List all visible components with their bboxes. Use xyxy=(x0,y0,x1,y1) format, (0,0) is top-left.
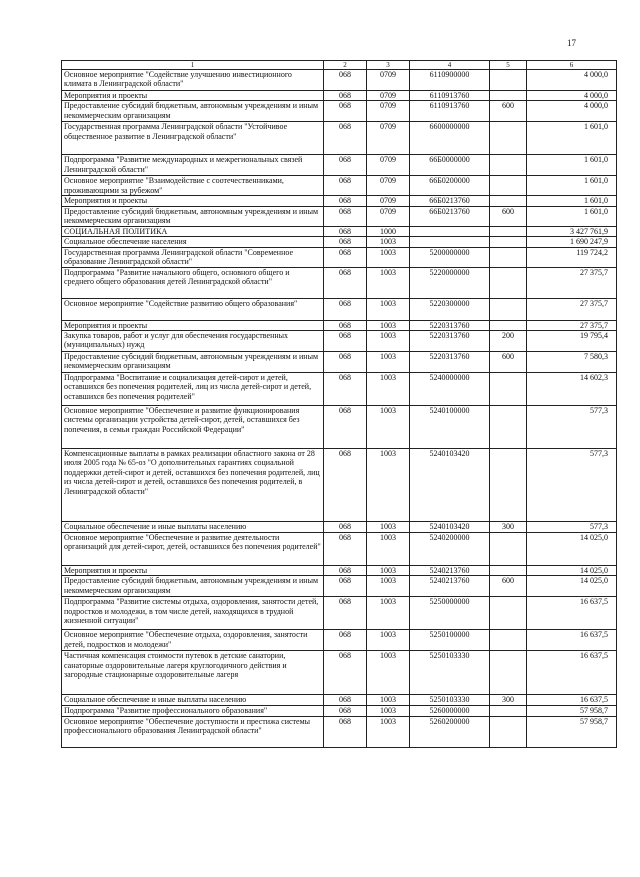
table-row xyxy=(62,206,617,226)
row-section: 0709 xyxy=(367,91,410,101)
row-section: 1003 xyxy=(367,331,410,352)
row-amount: 16 637,5 xyxy=(527,597,617,630)
row-target-code: 5260000000 xyxy=(410,706,490,716)
row-section: 0709 xyxy=(367,70,410,91)
row-target-code: 66Б0213760 xyxy=(410,206,490,226)
row-expense-type xyxy=(490,630,527,651)
row-code: 068 xyxy=(324,176,367,196)
row-expense-type: 300 xyxy=(490,522,527,533)
row-expense-type xyxy=(490,651,527,695)
row-expense-type xyxy=(490,155,527,176)
row-section: 1003 xyxy=(367,406,410,449)
table-row xyxy=(62,706,617,716)
row-code: 068 xyxy=(324,630,367,651)
row-amount: 27 375,7 xyxy=(527,267,617,298)
row-code: 068 xyxy=(324,155,367,176)
row-amount: 27 375,7 xyxy=(527,320,617,330)
row-amount: 1 601,0 xyxy=(527,206,617,226)
row-code: 068 xyxy=(324,122,367,155)
row-target-code: 5250103330 xyxy=(410,651,490,695)
row-amount: 1 601,0 xyxy=(527,122,617,155)
row-section: 1003 xyxy=(367,373,410,406)
table-row xyxy=(62,298,617,320)
row-name: Частичная компенсация стоимости путевок в детские санатории, санаторные оздоровительные лагеря круглогодичного действия и загородные стационарные оздоровительные лагеря xyxy=(62,651,324,695)
row-target-code: 66Б0213760 xyxy=(410,196,490,206)
row-section: 1003 xyxy=(367,352,410,373)
row-name: Социальное обеспечение и иные выплаты населению xyxy=(62,522,324,533)
row-amount: 7 580,3 xyxy=(527,352,617,373)
row-name: Мероприятия и проекты xyxy=(62,566,324,576)
table-row xyxy=(62,247,617,267)
row-target-code: 5240103420 xyxy=(410,522,490,533)
row-expense-type xyxy=(490,91,527,101)
row-amount: 577,3 xyxy=(527,522,617,533)
table-row xyxy=(62,449,617,522)
table-row xyxy=(62,630,617,651)
row-name: Подпрограмма "Развитие начального общего, основного общего и среднего общего образования детей Ленинградской области" xyxy=(62,267,324,298)
row-name: Подпрограмма "Развитие профессионального образования" xyxy=(62,706,324,716)
row-section: 1003 xyxy=(367,716,410,747)
row-section: 1003 xyxy=(367,576,410,597)
row-section: 1003 xyxy=(367,630,410,651)
row-name: Предоставление субсидий бюджетным, автономным учреждениям и иным некоммерческим организациям xyxy=(62,206,324,226)
table-row xyxy=(62,406,617,449)
table-row xyxy=(62,352,617,373)
table-row xyxy=(62,176,617,196)
row-expense-type xyxy=(490,247,527,267)
row-code: 068 xyxy=(324,352,367,373)
row-expense-type: 200 xyxy=(490,331,527,352)
row-name: Основное мероприятие "Обеспечение и развитие функционирования системы организации устройства детей-сирот, детей, оставшихся без попечения, в семьи граждан Российской Федерации" xyxy=(62,406,324,449)
row-expense-type: 600 xyxy=(490,101,527,122)
table-row xyxy=(62,695,617,706)
row-section: 1003 xyxy=(367,320,410,330)
row-expense-type: 300 xyxy=(490,695,527,706)
table-row xyxy=(62,267,617,298)
table-body xyxy=(62,61,617,748)
row-code: 068 xyxy=(324,298,367,320)
row-amount: 14 602,3 xyxy=(527,373,617,406)
row-amount: 16 637,5 xyxy=(527,695,617,706)
table-row xyxy=(62,70,617,91)
table-row xyxy=(62,155,617,176)
row-name: Государственная программа Ленинградской области "Устойчивое общественное развитие в Ленинградской области" xyxy=(62,122,324,155)
row-expense-type xyxy=(490,122,527,155)
row-code: 068 xyxy=(324,196,367,206)
row-section: 0709 xyxy=(367,122,410,155)
row-section: 1003 xyxy=(367,298,410,320)
row-amount: 19 795,4 xyxy=(527,331,617,352)
row-section: 0709 xyxy=(367,176,410,196)
row-expense-type xyxy=(490,226,527,236)
row-section: 1000 xyxy=(367,226,410,236)
row-target-code xyxy=(410,237,490,247)
row-code: 068 xyxy=(324,695,367,706)
row-amount: 27 375,7 xyxy=(527,298,617,320)
row-name: Подпрограмма "Развитие системы отдыха, оздоровления, занятости детей, подростков и молодежи, в том числе детей, находящихся в трудной жизненной ситуации" xyxy=(62,597,324,630)
row-target-code: 5240103420 xyxy=(410,449,490,522)
row-code: 068 xyxy=(324,651,367,695)
table-row xyxy=(62,576,617,597)
column-header: 6 xyxy=(527,61,617,70)
budget-table xyxy=(61,60,617,748)
row-amount: 577,3 xyxy=(527,406,617,449)
row-expense-type xyxy=(490,267,527,298)
row-section: 0709 xyxy=(367,155,410,176)
table-row xyxy=(62,533,617,566)
row-code: 068 xyxy=(324,576,367,597)
table-row xyxy=(62,320,617,330)
row-expense-type xyxy=(490,406,527,449)
row-code: 068 xyxy=(324,70,367,91)
row-target-code: 6110913760 xyxy=(410,101,490,122)
row-name: Подпрограмма "Развитие международных и межрегиональных связей Ленинградской области" xyxy=(62,155,324,176)
row-name: Закупка товаров, работ и услуг для обеспечения государственных (муниципальных) нужд xyxy=(62,331,324,352)
row-target-code: 66Б0000000 xyxy=(410,155,490,176)
row-name: Государственная программа Ленинградской области "Современное образование Ленинградской области" xyxy=(62,247,324,267)
row-expense-type xyxy=(490,320,527,330)
row-name: Основное мероприятие "Содействие улучшению инвестиционного климата в Ленинградской области" xyxy=(62,70,324,91)
row-amount: 14 025,0 xyxy=(527,533,617,566)
row-name: Мероприятия и проекты xyxy=(62,196,324,206)
row-name: Предоставление субсидий бюджетным, автономным учреждениям и иным некоммерческим организациям xyxy=(62,576,324,597)
row-section: 1003 xyxy=(367,533,410,566)
table-row xyxy=(62,331,617,352)
row-section: 1003 xyxy=(367,651,410,695)
column-header: 2 xyxy=(324,61,367,70)
row-expense-type xyxy=(490,70,527,91)
row-target-code: 6600000000 xyxy=(410,122,490,155)
row-target-code: 6110900000 xyxy=(410,70,490,91)
column-number-row xyxy=(62,61,617,70)
row-expense-type xyxy=(490,716,527,747)
row-target-code: 6110913760 xyxy=(410,91,490,101)
row-expense-type xyxy=(490,298,527,320)
row-target-code: 5200000000 xyxy=(410,247,490,267)
row-target-code xyxy=(410,226,490,236)
row-section: 1003 xyxy=(367,695,410,706)
row-code: 068 xyxy=(324,237,367,247)
row-code: 068 xyxy=(324,226,367,236)
row-amount: 3 427 761,9 xyxy=(527,226,617,236)
row-amount: 16 637,5 xyxy=(527,651,617,695)
row-amount: 4 000,0 xyxy=(527,101,617,122)
row-amount: 4 000,0 xyxy=(527,91,617,101)
row-name: СОЦИАЛЬНАЯ ПОЛИТИКА xyxy=(62,226,324,236)
row-name: Мероприятия и проекты xyxy=(62,320,324,330)
row-target-code: 5250103330 xyxy=(410,695,490,706)
row-amount: 4 000,0 xyxy=(527,70,617,91)
row-expense-type xyxy=(490,373,527,406)
row-expense-type: 600 xyxy=(490,352,527,373)
table-row xyxy=(62,91,617,101)
row-code: 068 xyxy=(324,716,367,747)
row-code: 068 xyxy=(324,449,367,522)
table-row xyxy=(62,122,617,155)
row-amount: 1 601,0 xyxy=(527,176,617,196)
row-name: Основное мероприятие "Обеспечение и развитие деятельности организаций для детей-сирот, детей, оставшихся без попечения родителей" xyxy=(62,533,324,566)
row-code: 068 xyxy=(324,320,367,330)
table-row xyxy=(62,716,617,747)
table-row xyxy=(62,101,617,122)
row-target-code: 5240213760 xyxy=(410,576,490,597)
row-section: 1003 xyxy=(367,267,410,298)
row-expense-type xyxy=(490,706,527,716)
row-code: 068 xyxy=(324,206,367,226)
row-name: Предоставление субсидий бюджетным, автономным учреждениям и иным некоммерческим организациям xyxy=(62,352,324,373)
row-section: 1003 xyxy=(367,706,410,716)
row-amount: 57 958,7 xyxy=(527,716,617,747)
row-section: 1003 xyxy=(367,566,410,576)
row-amount: 14 025,0 xyxy=(527,566,617,576)
row-target-code: 5220313760 xyxy=(410,320,490,330)
row-name: Мероприятия и проекты xyxy=(62,91,324,101)
table-row xyxy=(62,373,617,406)
row-amount: 119 724,2 xyxy=(527,247,617,267)
row-name: Основное мероприятие "Обеспечение доступности и престижа системы профессионального образования Ленинградской области" xyxy=(62,716,324,747)
row-section: 1003 xyxy=(367,237,410,247)
row-amount: 577,3 xyxy=(527,449,617,522)
column-header: 4 xyxy=(410,61,490,70)
row-code: 068 xyxy=(324,566,367,576)
row-code: 068 xyxy=(324,406,367,449)
row-code: 068 xyxy=(324,331,367,352)
row-code: 068 xyxy=(324,533,367,566)
row-name: Основное мероприятие "Взаимодействие с соотечественниками, проживающими за рубежом" xyxy=(62,176,324,196)
column-header: 5 xyxy=(490,61,527,70)
row-target-code: 5220300000 xyxy=(410,298,490,320)
row-name: Предоставление субсидий бюджетным, автономным учреждениям и иным некоммерческим организациям xyxy=(62,101,324,122)
row-section: 1003 xyxy=(367,597,410,630)
row-code: 068 xyxy=(324,522,367,533)
row-target-code: 5260200000 xyxy=(410,716,490,747)
row-name: Социальное обеспечение населения xyxy=(62,237,324,247)
row-section: 0709 xyxy=(367,101,410,122)
table-row xyxy=(62,196,617,206)
table-row xyxy=(62,226,617,236)
table-row xyxy=(62,651,617,695)
row-amount: 16 637,5 xyxy=(527,630,617,651)
row-target-code: 5220313760 xyxy=(410,352,490,373)
row-section: 1003 xyxy=(367,247,410,267)
row-name: Компенсационные выплаты в рамках реализации областного закона от 28 июля 2005 года № 65-оз "О дополнительных гарантиях социальной поддержки детей-сирот и детей, оставшихся без попечения родителей, лиц из числа детей-сирот и детей, оставшихся без попечения родителей, в Ленинградской области" xyxy=(62,449,324,522)
table-row xyxy=(62,237,617,247)
column-header: 1 xyxy=(62,61,324,70)
row-amount: 14 025,0 xyxy=(527,576,617,597)
row-amount: 1 601,0 xyxy=(527,155,617,176)
row-code: 068 xyxy=(324,91,367,101)
row-section: 0709 xyxy=(367,206,410,226)
row-code: 068 xyxy=(324,706,367,716)
row-expense-type: 600 xyxy=(490,576,527,597)
row-expense-type xyxy=(490,196,527,206)
row-expense-type: 600 xyxy=(490,206,527,226)
row-expense-type xyxy=(490,533,527,566)
row-expense-type xyxy=(490,597,527,630)
table-row xyxy=(62,597,617,630)
row-name: Основное мероприятие "Обеспечение отдыха, оздоровления, занятости детей, подростков и молодежи" xyxy=(62,630,324,651)
row-target-code: 5220313760 xyxy=(410,331,490,352)
row-target-code: 5220000000 xyxy=(410,267,490,298)
row-code: 068 xyxy=(324,267,367,298)
row-section: 1003 xyxy=(367,522,410,533)
row-code: 068 xyxy=(324,247,367,267)
row-target-code: 5240100000 xyxy=(410,406,490,449)
row-code: 068 xyxy=(324,373,367,406)
row-section: 0709 xyxy=(367,196,410,206)
row-target-code: 5250000000 xyxy=(410,597,490,630)
row-target-code: 5240213760 xyxy=(410,566,490,576)
row-amount: 1 601,0 xyxy=(527,196,617,206)
row-target-code: 5240000000 xyxy=(410,373,490,406)
row-target-code: 66Б0200000 xyxy=(410,176,490,196)
row-section: 1003 xyxy=(367,449,410,522)
row-name: Социальное обеспечение и иные выплаты населению xyxy=(62,695,324,706)
row-expense-type xyxy=(490,237,527,247)
row-expense-type xyxy=(490,566,527,576)
row-target-code: 5240200000 xyxy=(410,533,490,566)
row-name: Основное мероприятие "Содействие развитию общего образования" xyxy=(62,298,324,320)
row-amount: 1 690 247,9 xyxy=(527,237,617,247)
row-expense-type xyxy=(490,449,527,522)
page-number: 17 xyxy=(567,38,576,48)
table-row xyxy=(62,522,617,533)
row-target-code: 5250100000 xyxy=(410,630,490,651)
row-amount: 57 958,7 xyxy=(527,706,617,716)
column-header: 3 xyxy=(367,61,410,70)
row-code: 068 xyxy=(324,101,367,122)
row-expense-type xyxy=(490,176,527,196)
table-row xyxy=(62,566,617,576)
row-code: 068 xyxy=(324,597,367,630)
row-name: Подпрограмма "Воспитание и социализация детей-сирот и детей, оставшихся без попечения родителей, лиц из числа детей-сирот и детей, оставшихся без попечения родителей" xyxy=(62,373,324,406)
